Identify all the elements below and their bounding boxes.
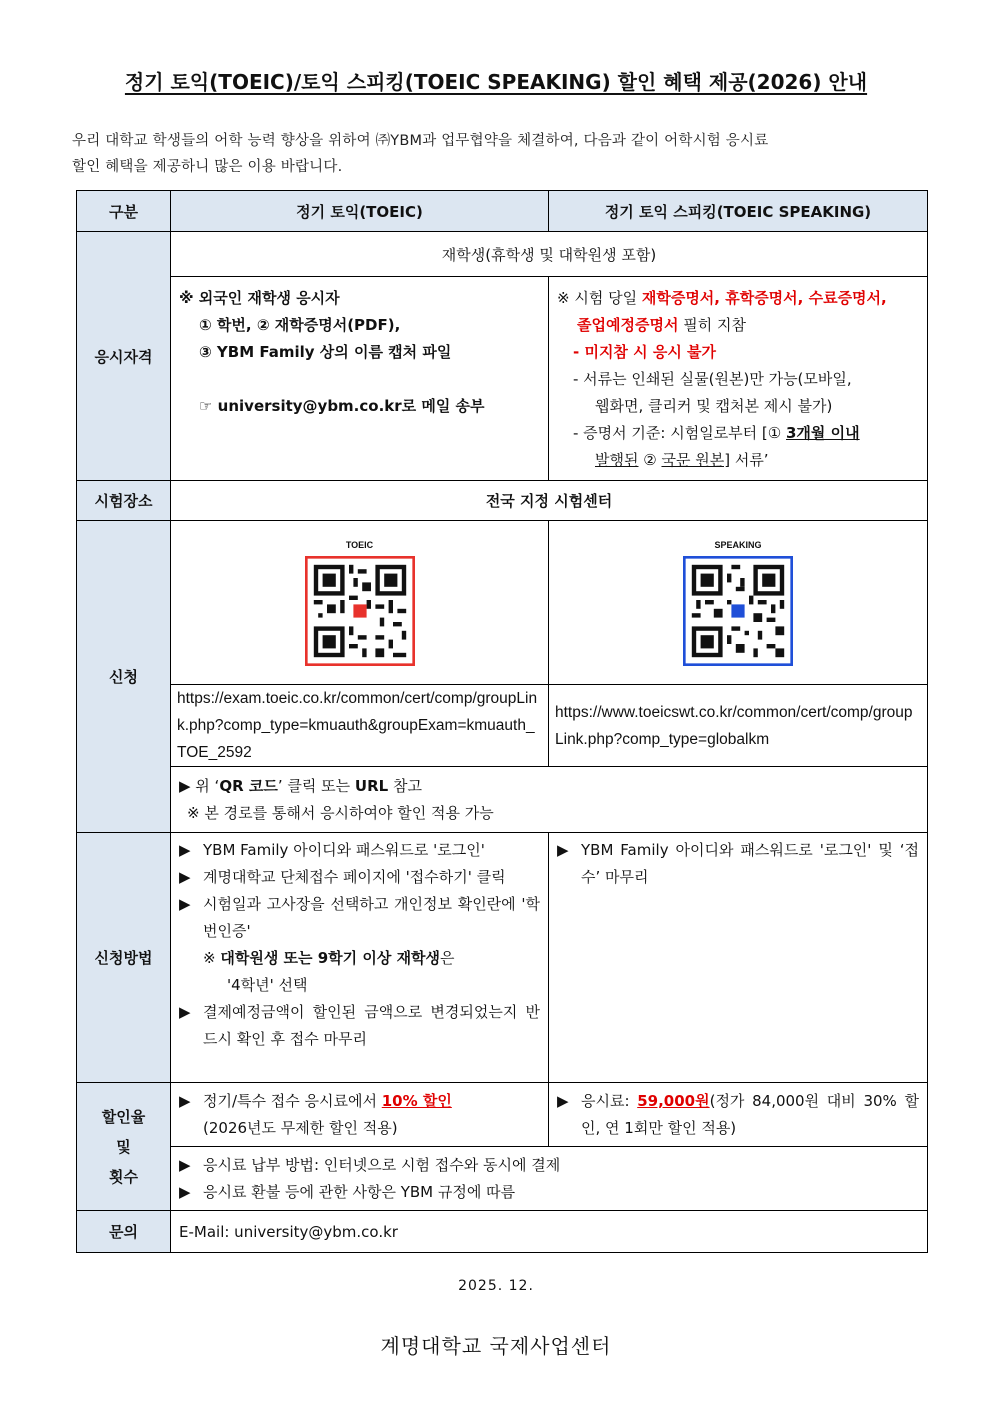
document-date: 2025. 12. xyxy=(458,1278,534,1294)
venue-value: 전국 지정 시험센터 xyxy=(171,481,928,521)
apply-note1-qr: QR 코드 xyxy=(219,776,278,795)
bullet-icon: ▶ xyxy=(179,895,191,913)
intro-line-1: 우리 대학교 학생들의 어학 능력 향상을 위하여 ㈜YBM과 업무협약을 체결하여, 다음과 같이 어학시험 응시료 xyxy=(72,133,769,149)
discount-toeic-rate: 10% 할인 xyxy=(381,1091,452,1110)
discount-toeic-line2: (2026년도 무제한 할인 적용) xyxy=(203,1118,398,1137)
discount-speaking-pre: 응시료: xyxy=(581,1091,638,1110)
eligibility-speaking xyxy=(549,277,928,481)
elig-sp-l7-mid: ② xyxy=(638,451,662,469)
discount-common-2: 응시료 환불 등에 관한 사항은 YBM 규정에 따름 xyxy=(203,1182,516,1201)
method-toeic-note-bold: 대학원생 또는 9학기 이상 재학생 xyxy=(220,949,441,967)
info-table xyxy=(76,190,928,1253)
apply-note1-post: 참고 xyxy=(388,776,422,795)
contact-label: 문의 xyxy=(77,1211,171,1253)
organization-name: 계명대학교 국제사업센터 xyxy=(380,1334,612,1358)
bullet-icon: ▶ xyxy=(179,868,191,886)
apply-note2: ※ 본 경로를 통해서 응시하여야 할인 적용 가능 xyxy=(187,803,494,822)
eligibility-detail-row xyxy=(77,277,928,481)
method-toeic-note2: '4학년' 선택 xyxy=(227,976,308,994)
bullet-icon: ▶ xyxy=(179,1091,191,1110)
discount-speaking-price: 59,000원 xyxy=(637,1091,710,1110)
speaking-qr-label: SPEAKING xyxy=(714,539,762,550)
toeic-qr-code[interactable] xyxy=(305,556,415,666)
contact-row xyxy=(77,1211,928,1253)
bullet-icon: ▶ xyxy=(179,1155,191,1174)
method-toeic-step2: 계명대학교 단체접수 페이지에 '접수하기' 클릭 xyxy=(203,868,506,886)
discount-label-2: 및 xyxy=(116,1137,131,1156)
elig-toeic-line1: ※ 외국인 재학생 응시자 xyxy=(179,289,340,307)
bullet-icon: ▶ xyxy=(557,841,569,859)
venue-row xyxy=(77,481,928,521)
method-toeic-step4: 결제예정금액이 할인된 금액으로 변경되었는지 반드시 확인 후 접수 마무리 xyxy=(203,1003,540,1048)
apply-qr-row xyxy=(77,521,928,685)
discount-speaking xyxy=(549,1083,928,1147)
intro-line-2: 할인 혜택을 제공하니 많은 이용 바랍니다. xyxy=(72,159,343,175)
elig-sp-l1-pre: ※ 시험 당일 xyxy=(557,289,642,307)
apply-note1-url: URL xyxy=(354,776,389,795)
elig-sp-l7-u2: 국문 원본] xyxy=(661,451,731,469)
method-toeic-step1: YBM Family 아이디와 패스워드로 '로그인' xyxy=(203,841,485,859)
elig-sp-l2-red: 졸업예정증명서 xyxy=(577,316,679,334)
elig-toeic-line4: ☞ university@ybm.co.kr로 메일 송부 xyxy=(199,397,485,415)
eligibility-label: 응시자격 xyxy=(77,232,171,481)
discount-toeic-pre: 정기/특수 접수 응시료에서 xyxy=(203,1091,382,1110)
toeic-url-cell xyxy=(171,685,549,767)
speaking-url-cell xyxy=(549,685,928,767)
method-toeic-note-pre: ※ xyxy=(203,949,221,967)
method-toeic-note-post: 은 xyxy=(440,949,455,967)
bullet-icon: ▶ xyxy=(557,1091,569,1110)
eligibility-toeic xyxy=(171,277,549,481)
apply-note-cell xyxy=(171,767,928,833)
discount-toeic xyxy=(171,1083,549,1147)
apply-label: 신청 xyxy=(77,521,171,833)
apply-note1-mid: ’ 클릭 또는 xyxy=(277,776,355,795)
discount-label-3: 횟수 xyxy=(109,1167,138,1186)
toeic-qr-cell xyxy=(171,521,549,685)
discount-common xyxy=(171,1147,928,1211)
header-toeic: 정기 토익(TOEIC) xyxy=(171,191,549,232)
page-title xyxy=(0,66,992,95)
elig-sp-l1-red: 재학증명서, 휴학증명서, 수료증명서, xyxy=(641,289,887,307)
elig-sp-l4: - 서류는 인쇄된 실물(원본)만 가능(모바일, xyxy=(573,370,852,388)
method-toeic-step3: 시험일과 고사장을 선택하고 개인정보 확인란에 '학번인증' xyxy=(203,895,540,940)
header-category: 구분 xyxy=(77,191,171,232)
eligibility-common: 재학생(휴학생 및 대학원생 포함) xyxy=(171,232,928,277)
discount-common-row xyxy=(77,1147,928,1211)
eligibility-row xyxy=(77,232,928,277)
header-row xyxy=(77,191,928,232)
elig-toeic-line2: ① 학번, ② 재학증명서(PDF), xyxy=(199,316,401,334)
bullet-icon: ▶ xyxy=(179,1003,191,1021)
method-row xyxy=(77,833,928,1083)
bullet-icon: ▶ xyxy=(179,1182,191,1201)
speaking-qr-cell xyxy=(549,521,928,685)
apply-note1-pre: ▶ 위 ‘ xyxy=(179,776,220,795)
speaking-url-link[interactable]: https://www.toeicswt.co.kr/common/cert/comp/groupLink.php?comp_type=globalkm xyxy=(555,703,913,748)
toeic-qr-label: TOEIC xyxy=(345,539,374,550)
contact-value[interactable]: E-Mail: university@ybm.co.kr xyxy=(171,1211,928,1253)
elig-sp-l7-post: 서류’ xyxy=(730,451,769,469)
speaking-qr-code[interactable] xyxy=(683,556,793,666)
discount-label-1: 할인율 xyxy=(101,1107,146,1126)
elig-sp-l7-u1: 발행된 xyxy=(595,451,639,469)
elig-sp-l2-post: 필히 지참 xyxy=(678,316,746,334)
intro-paragraph xyxy=(72,128,932,180)
method-toeic xyxy=(171,833,549,1083)
apply-url-row xyxy=(77,685,928,767)
page-title-text: 정기 토익(TOEIC)/토익 스피킹(TOEIC SPEAKING) 할인 혜택 제공(2026) 안내 xyxy=(124,70,868,94)
method-label: 신청방법 xyxy=(77,833,171,1083)
bullet-icon: ▶ xyxy=(179,841,191,859)
elig-sp-l6-u: 3개월 이내 xyxy=(786,424,860,442)
discount-speaking-post: (정가 84,000원 대비 30% 할인, 연 1회만 할인 적용) xyxy=(581,1091,919,1137)
elig-sp-l3: - 미지참 시 응시 불가 xyxy=(573,343,717,361)
elig-sp-l6-pre: - 증명서 기준: 시험일로부터 [① xyxy=(573,424,786,442)
header-speaking: 정기 토익 스피킹(TOEIC SPEAKING) xyxy=(549,191,928,232)
method-speaking-step1: YBM Family 아이디와 패스워드로 '로그인' 및 ‘접수’ 마무리 xyxy=(581,841,919,886)
discount-label xyxy=(77,1083,171,1211)
method-speaking xyxy=(549,833,928,1083)
apply-note-row xyxy=(77,767,928,833)
elig-toeic-line3: ③ YBM Family 상의 이름 캡처 파일 xyxy=(199,343,452,361)
venue-label: 시험장소 xyxy=(77,481,171,521)
elig-sp-l5: 웹화면, 클리커 및 캡처본 제시 불가) xyxy=(595,397,833,415)
toeic-url-link[interactable]: https://exam.toeic.co.kr/common/cert/comp/groupLink.php?comp_type=kmuauth&groupExam=kmuauth_TOE_2592 xyxy=(177,690,538,761)
discount-common-1: 응시료 납부 방법: 인터넷으로 시험 접수와 동시에 결제 xyxy=(203,1155,561,1174)
discount-row xyxy=(77,1083,928,1147)
